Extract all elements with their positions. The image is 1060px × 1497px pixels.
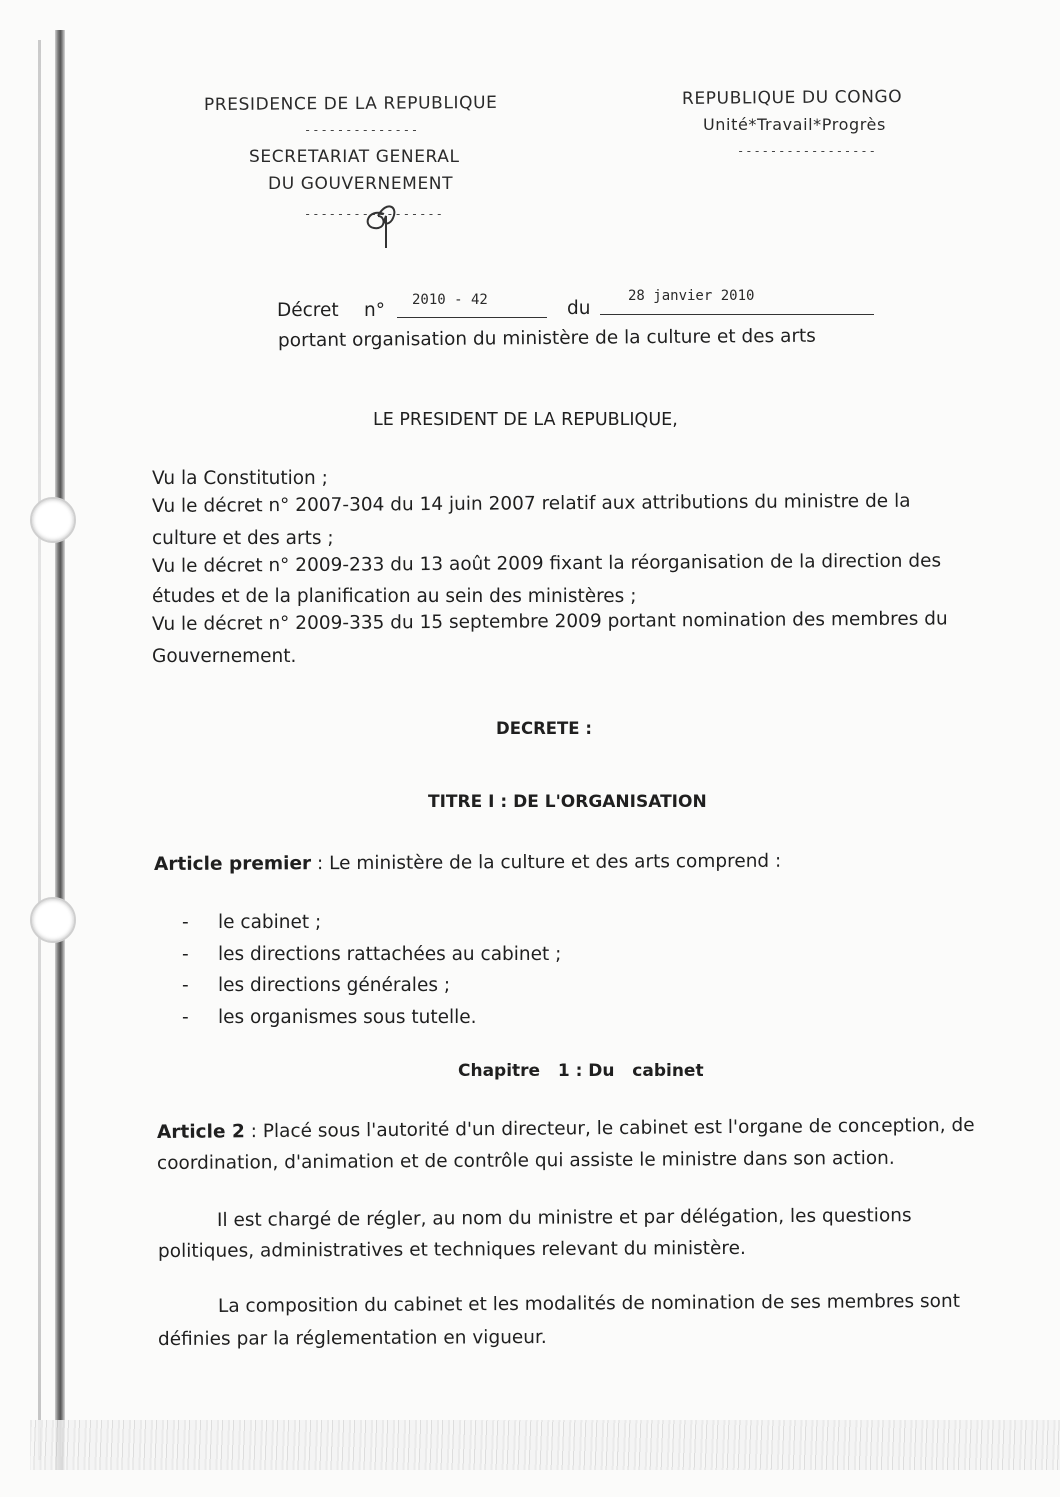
header-secretariat: SECRETARIAT GENERAL (249, 147, 460, 167)
list-item-text: les directions générales ; (218, 975, 451, 996)
preamble-line-1: Vu la Constitution ; (152, 468, 328, 489)
article-1-paragraph (154, 851, 781, 875)
header-republique-congo: REPUBLIQUE DU CONGO (681, 87, 903, 109)
preamble-line-7: Gouvernement. (152, 646, 297, 667)
list-bullet: - (182, 1006, 189, 1028)
scan-noise-strip (30, 1420, 1060, 1470)
list-bullet: - (182, 975, 189, 996)
list-bullet: - (182, 912, 189, 933)
president-heading: LE PRESIDENT DE LA REPUBLIQUE, (373, 410, 678, 430)
preamble-line-2: Vu le décret n° 2007-304 du 14 juin 2007 relatif aux attributions du ministre de la (151, 490, 911, 517)
article-2-label: Article 2 (156, 1121, 245, 1143)
article-2-text: : Placé sous l'autorité d'un directeur, le cabinet est l'organe de conception, de (244, 1114, 975, 1143)
article-2-para2-line-2: politiques, administratives et techniques relevant du ministère. (157, 1237, 746, 1262)
list-item-text: les directions rattachées au cabinet ; (218, 943, 562, 965)
decree-number-underline (397, 317, 547, 318)
header-gouvernement: DU GOUVERNEMENT (268, 174, 454, 194)
preamble-line-4: Vu le décret n° 2009-233 du 13 août 2009 fixant la réorganisation de la direction des (151, 550, 942, 577)
article-1-label: Article premier (153, 853, 312, 875)
decree-subject: portant organisation du ministère de la culture et des arts (277, 325, 816, 352)
article-2-para3-line-2: définies par la réglementation en vigueur. (157, 1326, 547, 1350)
decree-date: 28 janvier 2010 (628, 288, 755, 304)
handwritten-initials (356, 186, 406, 252)
header-presidence: PRESIDENCE DE LA REPUBLIQUE (203, 92, 498, 116)
decree-number-prefix: n° (364, 300, 385, 321)
header-motto: Unité*Travail*Progrès (703, 115, 886, 134)
decree-date-prefix: du (567, 298, 591, 319)
article-2-line-2: coordination, d'animation et de contrôle qui assiste le ministre dans son action. (156, 1147, 895, 1174)
decree-date-underline (600, 314, 874, 315)
article-2-para3-line-1: La composition du cabinet et les modalités de nomination de ses membres sont (217, 1290, 960, 1317)
binding-edge (38, 40, 41, 1460)
list-item-text: les organismes sous tutelle. (218, 1006, 477, 1028)
decree-label: Décret (277, 300, 339, 321)
header-right-dashes: ----------------- (737, 144, 877, 158)
punch-hole-top (30, 497, 76, 543)
list-bullet: - (182, 943, 189, 965)
preamble-line-5: études et de la planification au sein des ministères ; (152, 586, 637, 607)
punch-hole-bottom (30, 897, 76, 943)
header-left-dashes: -------------- (304, 123, 420, 137)
header-left-dashes-2: ----------------- (304, 207, 444, 221)
titre-heading: TITRE I : DE L'ORGANISATION (428, 792, 707, 812)
preamble-line-6: Vu le décret n° 2009-335 du 15 septembre 2009 portant nomination des membres du (151, 608, 948, 635)
article-1-text: : Le ministère de la culture et des arts comprend : (311, 850, 782, 875)
chapter-1-heading: Chapitre 1 : Du cabinet (458, 1061, 704, 1081)
article-2-line-1 (157, 1115, 975, 1143)
preamble-line-3: culture et des arts ; (152, 528, 334, 549)
decrete-heading: DECRETE : (496, 719, 592, 738)
decree-number: 2010 - 42 (412, 292, 488, 308)
article-2-para2-line-1: Il est chargé de régler, au nom du ministre et par délégation, les questions (216, 1205, 912, 1231)
list-item-text: le cabinet ; (218, 912, 322, 933)
binding-bar (55, 30, 65, 1470)
